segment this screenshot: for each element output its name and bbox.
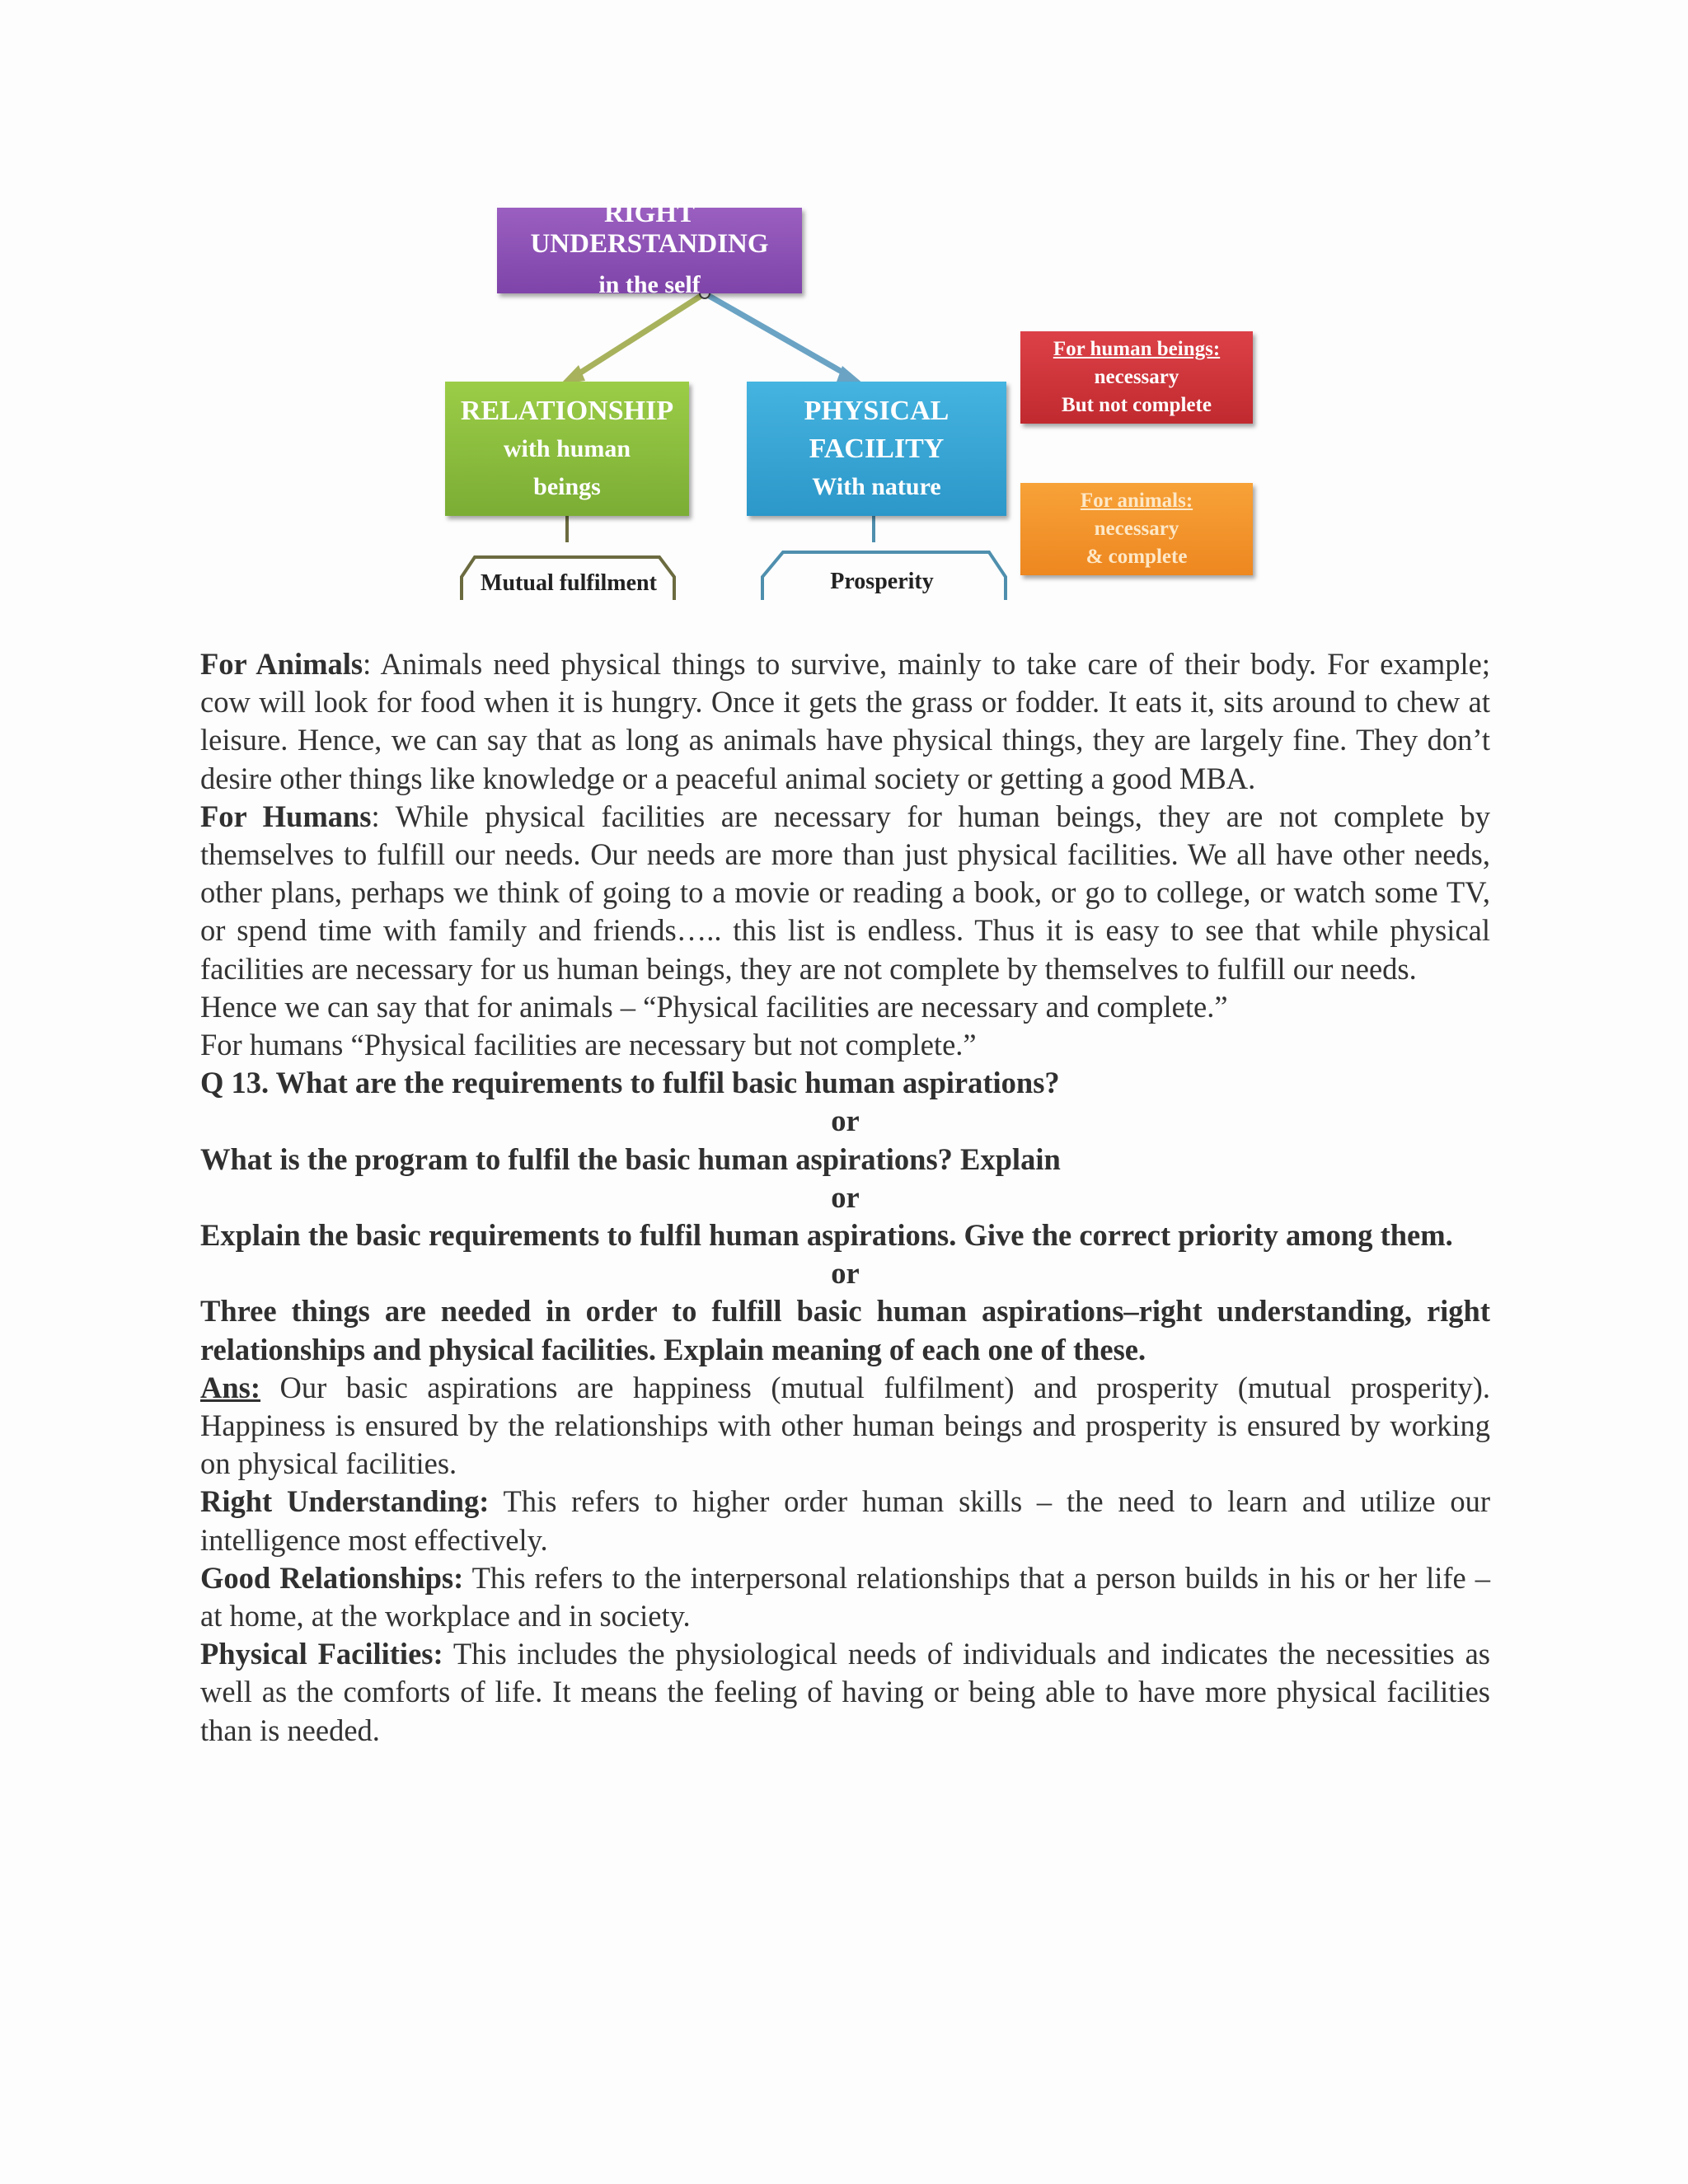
physical-line1: PHYSICAL <box>804 395 950 426</box>
question-13-alt-1 <box>200 1141 1490 1179</box>
mutual-fulfilment-label: Mutual fulfilment <box>481 570 657 596</box>
hence-animals-line: Hence we can say that for animals – “Physical facilities are necessary and complete.” <box>200 989 1228 1024</box>
document-body <box>200 645 1490 1750</box>
or-separator-2 <box>200 1179 1490 1216</box>
concept-diagram <box>429 190 1269 610</box>
arrow-to-relationship <box>573 293 705 377</box>
relationship-line3: beings <box>533 472 601 500</box>
right-understanding-paragraph <box>200 1483 1490 1558</box>
or-separator-1 <box>200 1102 1490 1140</box>
physical-facilities-body: This includes the physiological needs of individuals and indicates the necessities as well as the comforts of life. It means the feeling of having or being able to have more physical facilities than is needed. <box>200 1637 1490 1747</box>
humans-body: : While physical facilities are necessary for human beings, they are not complete by themselves to fulfill our needs. Our needs are more than just physical facilities. We all have other needs, other plans, perhaps we think of going to a movie or reading a book, or go to college, or watch some TV, or spend time with family and friends….. this list is endless. Thus it is easy to see that while physical facilities are necessary for us human beings, they are not complete by themselves to fulfill our needs. <box>200 799 1490 986</box>
note-human-beings <box>1020 331 1253 424</box>
question-13-text: Q 13. What are the requirements to fulfil basic human aspirations? <box>200 1066 1060 1100</box>
right-understanding-title: RIGHT UNDERSTANDING <box>530 199 769 259</box>
animals-label: For Animals <box>200 647 363 681</box>
prosperity-label: Prosperity <box>830 569 934 594</box>
question-13-alt-2-text: Explain the basic requirements to fulfil human aspirations. Give the correct priority among them. <box>200 1218 1453 1253</box>
question-13 <box>200 1064 1490 1102</box>
paragraph-humans <box>200 798 1490 988</box>
answer-paragraph <box>200 1369 1490 1483</box>
relationship-line2: with human <box>503 434 631 462</box>
good-relationships-label: Good Relationships: <box>200 1560 464 1595</box>
or-text-1: or <box>831 1104 860 1138</box>
physical-line3: With nature <box>812 472 941 500</box>
physical-line2: FACILITY <box>809 433 945 464</box>
or-separator-3 <box>200 1254 1490 1292</box>
good-relationships-paragraph <box>200 1559 1490 1635</box>
question-13-alt-1-text: What is the program to fulfil the basic human aspirations? Explain <box>200 1141 1061 1176</box>
physical-facility-box <box>747 382 1006 516</box>
right-understanding-box <box>497 199 802 298</box>
right-understanding-body: This refers to higher order human skills – the need to learn and utilize our intelligence most effectively. <box>200 1484 1490 1557</box>
answer-body: Our basic aspirations are happiness (mutual fulfilment) and prosperity (mutual prosperity). Happiness is ensured by the relationships with other human beings and prosperity is ensured by working on physical facilities. <box>200 1370 1490 1481</box>
note-animals-line1: necessary <box>1094 518 1179 540</box>
or-text-2: or <box>831 1179 860 1214</box>
note-human-line2: But not complete <box>1062 394 1212 416</box>
relationship-box <box>445 382 689 516</box>
note-animals <box>1020 483 1253 575</box>
question-13-alt-2 <box>200 1216 1490 1254</box>
right-understanding-label: Right Understanding: <box>200 1484 490 1519</box>
paragraph-animals <box>200 645 1490 798</box>
good-relationships-body: This refers to the interpersonal relationships that a person builds in his or her life – at home, at the workplace and in society. <box>200 1560 1490 1633</box>
note-human-heading: For human beings: <box>1053 338 1221 360</box>
physical-facilities-paragraph <box>200 1635 1490 1750</box>
answer-label: Ans: <box>200 1370 261 1404</box>
note-animals-line2: & complete <box>1085 546 1188 568</box>
question-13-alt-3-text: Three things are needed in order to fulfill basic human aspirations–right understanding, right relationships and physical facilities. Explain meaning of each one of these. <box>200 1294 1490 1366</box>
physical-facilities-label: Physical Facilities: <box>200 1637 443 1671</box>
right-understanding-subtitle: in the self <box>598 271 701 298</box>
relationship-line1: RELATIONSHIP <box>460 395 674 426</box>
hence-humans-line: For humans “Physical facilities are necessary but not complete.” <box>200 1028 977 1062</box>
note-animals-heading: For animals: <box>1080 490 1193 512</box>
note-human-line1: necessary <box>1094 366 1179 388</box>
or-text-3: or <box>831 1256 860 1291</box>
question-13-alt-3 <box>200 1292 1490 1368</box>
animals-body: : Animals need physical things to survive, mainly to take care of their body. For example; cow will look for food when it is hungry. Once it gets the grass or fodder. It eats it, sits around to chew at leisure. Hence, we can say that as long as animals have physical things, they are largely fine. They don’t desire other things like knowledge or a peaceful animal society or getting a good MBA. <box>200 647 1491 795</box>
humans-label: For Humans <box>200 799 372 833</box>
arrow-to-physical <box>705 293 849 376</box>
